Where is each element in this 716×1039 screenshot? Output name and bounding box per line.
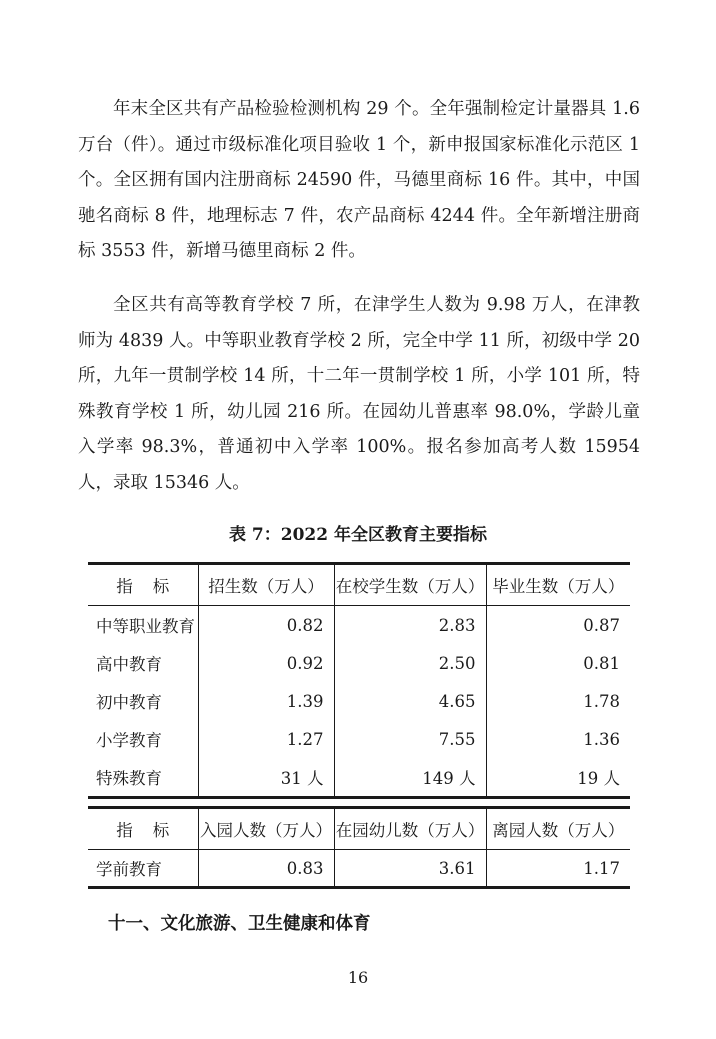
- table-row: [88, 682, 630, 720]
- graduates-value: 19 人: [486, 758, 630, 798]
- graduates-value: 1.78: [486, 682, 630, 720]
- table-row: [88, 720, 630, 758]
- paragraph-quality-inspection: 年末全区共有产品检验检测机构 29 个。全年强制检定计量器具 1.6 万台（件）。通过市级标准化项目验收 1 个，新申报国家标准化示范区 1 个。全区拥有国内注册商标 24590 件，马德里商标 16 件。其中，中国驰名商标 8 件，地理标志 7 件，农产品商标 4244 件。全年新增注册商标 3553 件，新增马德里商标 2 件。: [78, 99, 640, 261]
- graduates-value: 0.87: [486, 606, 630, 645]
- table-header-row: [88, 564, 630, 606]
- section-heading: 十一、文化旅游、卫生健康和体育: [108, 914, 371, 934]
- header-students: 在校学生数（万人）: [334, 564, 486, 606]
- row-label: 特殊教育: [96, 769, 162, 788]
- header-indicator: 指标: [88, 564, 198, 606]
- header-admitted: 入园人数（万人）: [198, 808, 334, 850]
- enrollment-value: 1.27: [198, 720, 334, 758]
- page-number: 16: [347, 968, 369, 987]
- table-row: [88, 606, 630, 645]
- table-caption: 表 7：2022 年全区教育主要指标: [229, 525, 487, 545]
- row-label: 中等职业教育: [96, 617, 195, 636]
- enrollment-value: 1.39: [198, 682, 334, 720]
- admitted-value: 0.83: [198, 850, 334, 888]
- header-left: 离园人数（万人）: [486, 808, 630, 850]
- row-label: 初中教育: [96, 693, 162, 712]
- enrollment-value: 0.82: [198, 606, 334, 645]
- students-value: 2.83: [334, 606, 486, 645]
- left-value: 1.17: [486, 850, 630, 888]
- header-graduates: 毕业生数（万人）: [486, 564, 630, 606]
- enrolled-value: 3.61: [334, 850, 486, 888]
- table-row: [88, 644, 630, 682]
- graduates-value: 1.36: [486, 720, 630, 758]
- students-value: 7.55: [334, 720, 486, 758]
- students-value: 4.65: [334, 682, 486, 720]
- preschool-indicators-table: [88, 806, 630, 889]
- graduates-value: 0.81: [486, 644, 630, 682]
- row-label: 高中教育: [96, 655, 162, 674]
- education-indicators-table: [88, 562, 630, 799]
- students-value: 149 人: [334, 758, 486, 798]
- table-header-row: [88, 808, 630, 850]
- header-indicator: 指标: [88, 808, 198, 850]
- students-value: 2.50: [334, 644, 486, 682]
- enrollment-value: 31 人: [198, 758, 334, 798]
- enrollment-value: 0.92: [198, 644, 334, 682]
- paragraph-education: 全区共有高等教育学校 7 所，在津学生人数为 9.98 万人，在津教师为 4839 人。中等职业教育学校 2 所，完全中学 11 所，初级中学 20 所，九年一贯制学校 14 所，十二年一贯制学校 1 所，小学 101 所，特殊教育学校 1 所，幼儿园 216 所。在园幼儿普惠率 98.0%，学龄儿童入学率 98.3%，普通初中入学率 100%。报名参加高考人数 15954 人，录取 15346 人。: [78, 295, 640, 493]
- header-enrolled: 在园幼儿数（万人）: [334, 808, 486, 850]
- row-label: 学前教育: [96, 860, 162, 879]
- table-row: [88, 758, 630, 798]
- row-label: 小学教育: [96, 731, 162, 750]
- table-row: [88, 850, 630, 888]
- header-enrollment: 招生数（万人）: [198, 564, 334, 606]
